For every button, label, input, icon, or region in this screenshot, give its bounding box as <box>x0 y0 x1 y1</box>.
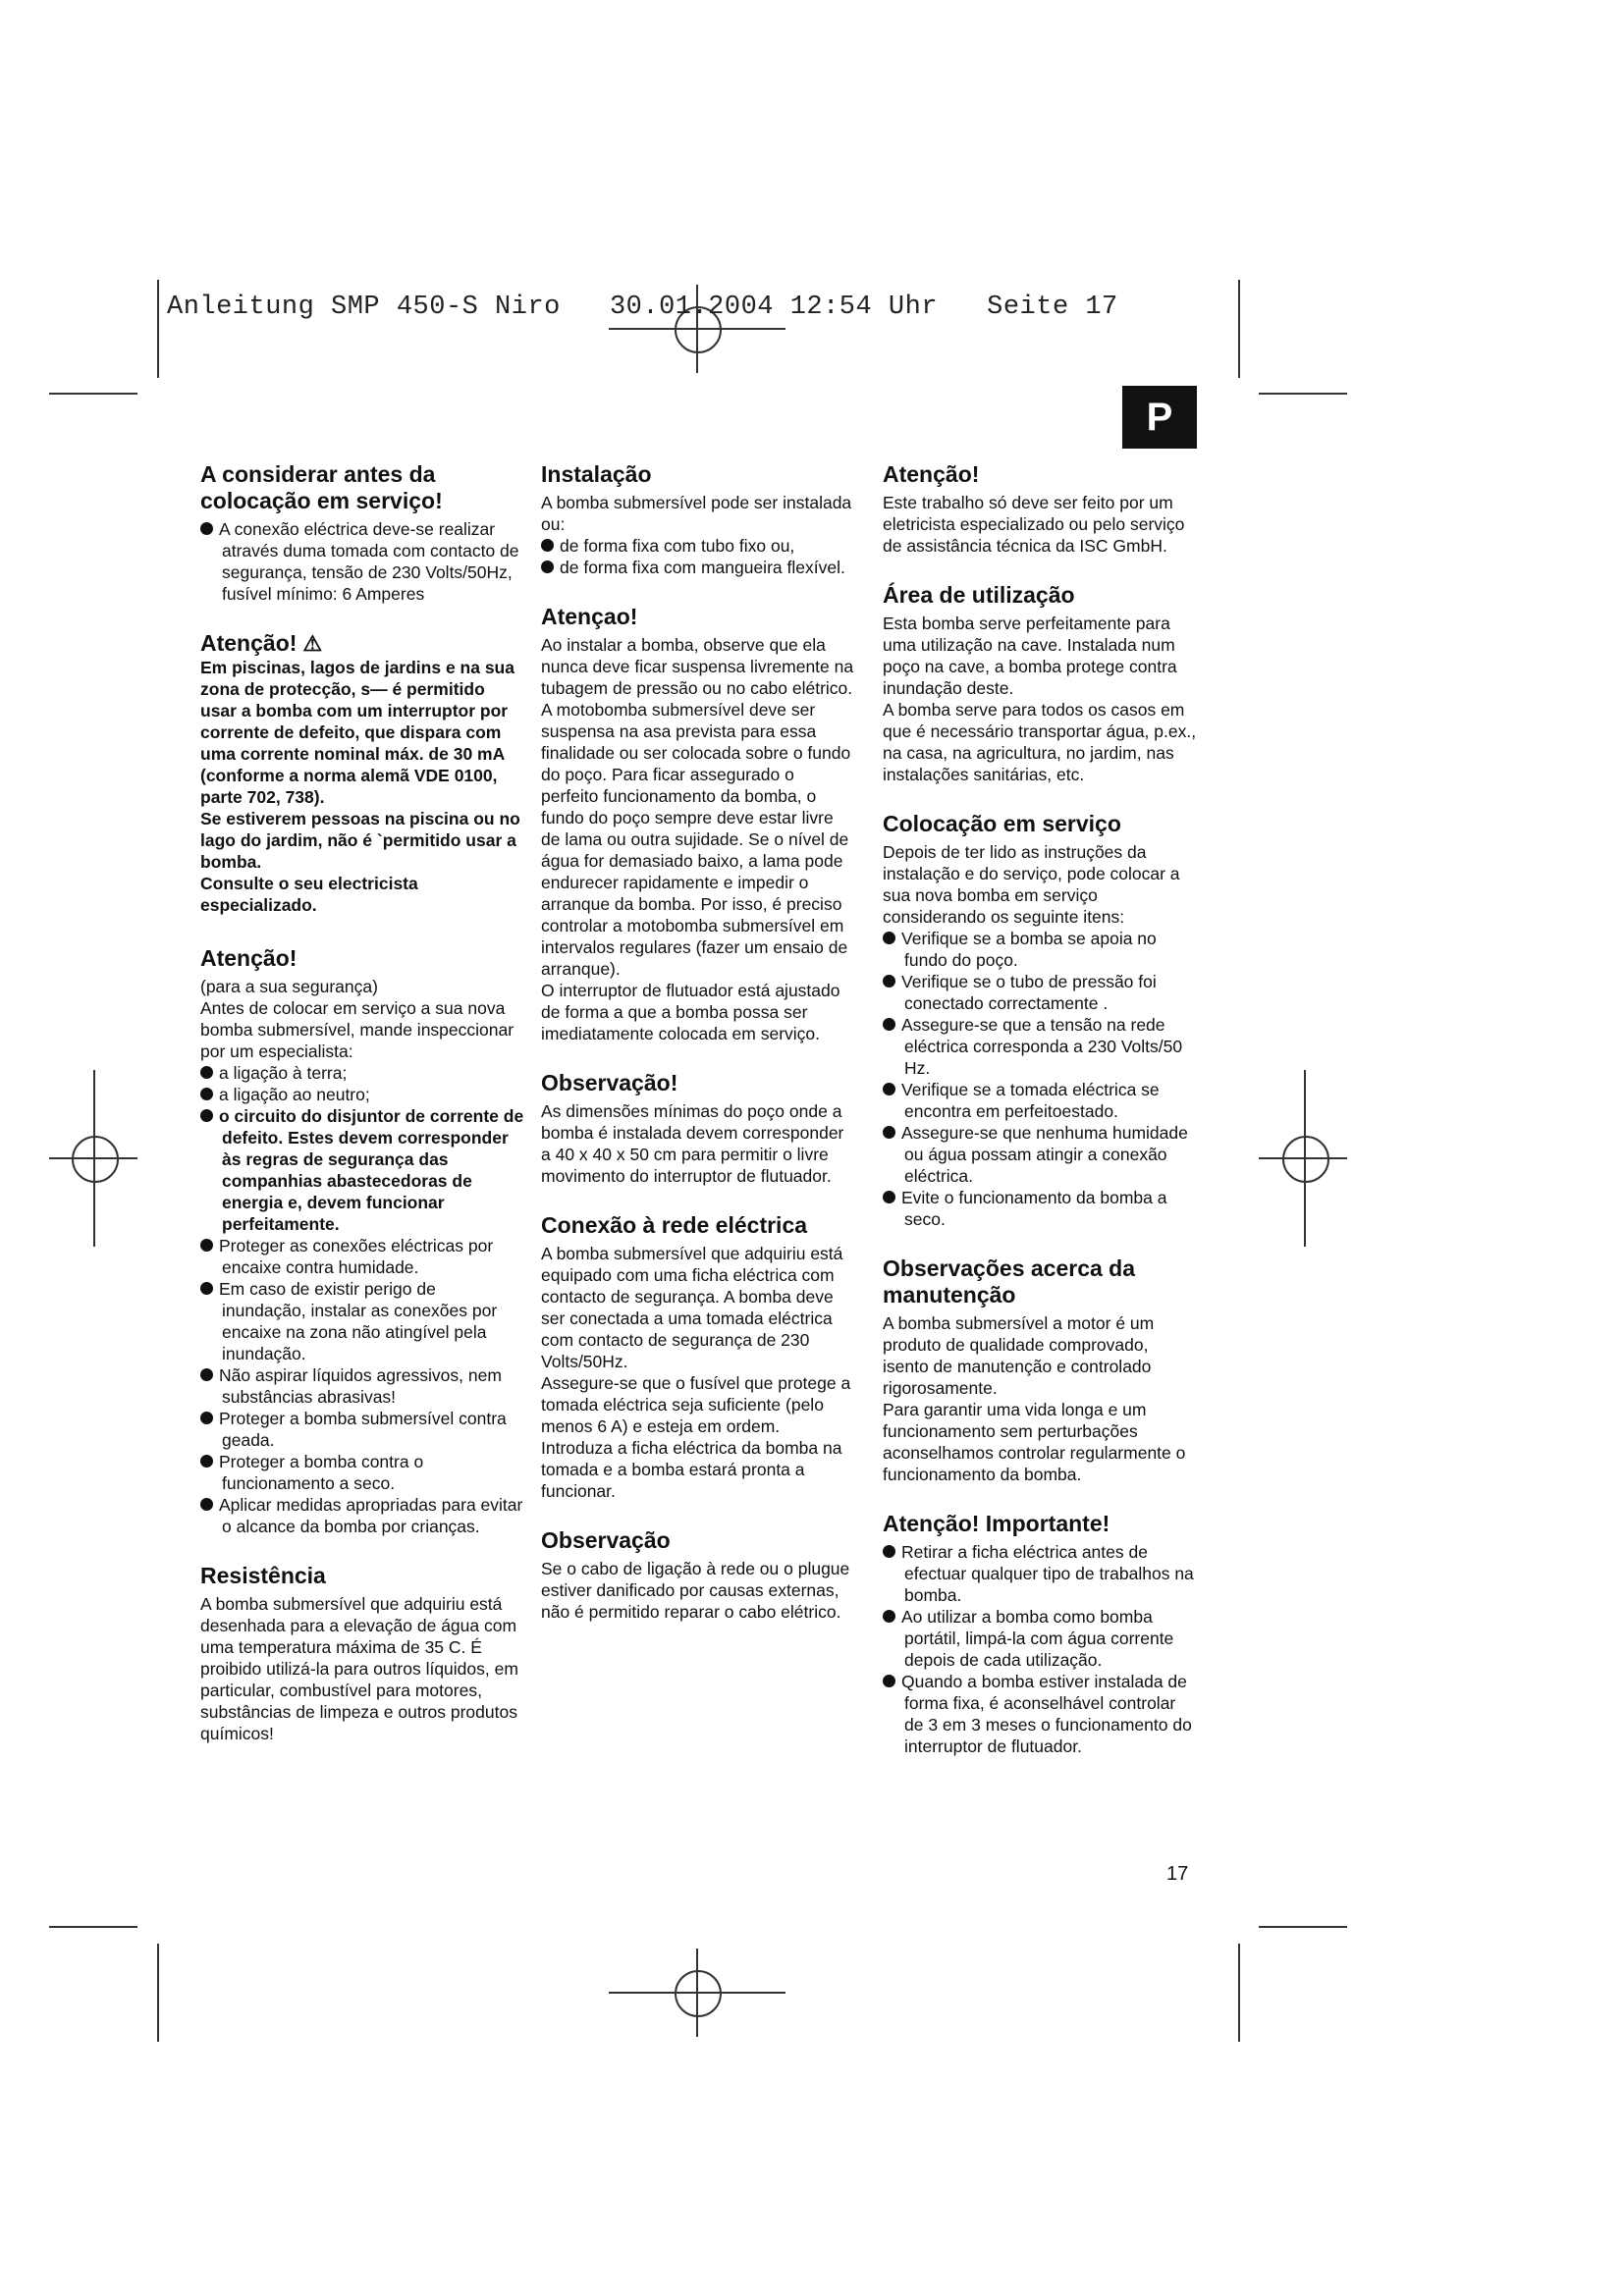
bullet-icon <box>883 1545 895 1558</box>
paragraph: Ao instalar a bomba, observe que ela nunca deve ficar suspensa livremente na tubagem de pressão ou no cabo elétrico. A motobomba submersível deve ser suspensa na asa prevista para essa finalidade ou ser colocada sobre o fundo do poço. Para ficar assegurado o perfeito funcionamento da bomba, o fundo do poço sempre deve estar livre de lama ou outra sujidade. Se o nível de água for demasiado baixo, a lama pode endurecer rapidamente e impedir o arranque da bomba. Por isso, é preciso controlar a motobomba submersível em intervalos regulares (fazer um ensaio de arranque). <box>541 635 854 979</box>
list-item-text: Evite o funcionamento da bomba a seco. <box>901 1188 1167 1229</box>
language-badge: P <box>1122 386 1197 449</box>
list-item <box>200 1278 524 1364</box>
paragraph: As dimensões mínimas do poço onde a bomba é instalada devem corresponder a 40 x 40 x 50 cm para permitir o livre movimento do interruptor de flutuador. <box>541 1101 844 1186</box>
section-title: Conexão à rede eléctrica <box>541 1212 808 1238</box>
section-title: Colocação em serviço <box>883 811 1121 836</box>
bullet-icon <box>541 539 554 552</box>
registration-mark <box>1304 1070 1306 1247</box>
crop-mark <box>1238 1944 1240 2042</box>
section-title-text: Atenção! <box>200 630 298 656</box>
registration-mark <box>1282 1136 1329 1183</box>
list-item-text: de forma fixa com mangueira flexível. <box>560 558 845 577</box>
column-1 <box>200 461 524 1770</box>
bullet-icon <box>883 1083 895 1095</box>
paragraph: A bomba submersível que adquiriu está equipado com uma ficha eléctrica com contacto de segurança. A bomba deve ser conectada a uma tomada eléctrica com contacto de segurança de 230 Volts/50Hz. <box>541 1244 843 1371</box>
bullet-icon <box>200 1282 213 1295</box>
section-before-use <box>200 461 524 605</box>
section-warning <box>200 630 524 916</box>
section-title: Atenção! <box>200 945 298 971</box>
list-item-text: o circuito do disjuntor de corrente de defeito. Estes devem corresponder às regras de segurança das companhias abastecedoras de energia e, devem funcionar perfeitamente. <box>219 1106 524 1234</box>
paragraph: Se estiverem pessoas na piscina ou no lago do jardim, não é `permitido usar a bomba. <box>200 809 520 872</box>
bullet-icon <box>883 1675 895 1687</box>
list-item <box>883 971 1197 1014</box>
list-item-text: Verifique se a tomada eléctrica se encontra em perfeitoestado. <box>901 1080 1160 1121</box>
section-attention-electrician <box>883 461 1197 557</box>
list-item <box>200 1408 524 1451</box>
list-item-text: Em caso de existir perigo de inundação, instalar as conexões por encaixe na zona não atingível pela inundação. <box>219 1279 498 1363</box>
bullet-icon <box>883 1126 895 1139</box>
bullet-list <box>883 1541 1197 1757</box>
section-maintenance <box>883 1255 1197 1485</box>
crop-mark <box>49 393 137 395</box>
warning-triangle-icon: ⚠ <box>302 631 323 656</box>
bullet-icon <box>200 1412 213 1424</box>
crop-mark <box>1238 280 1240 378</box>
list-item <box>200 1105 524 1235</box>
section-title: Observação! <box>541 1070 678 1095</box>
list-item <box>883 1541 1197 1606</box>
list-item <box>541 557 855 578</box>
bullet-icon <box>541 561 554 573</box>
paragraph: Depois de ter lido as instruções da instalação e do serviço, pode colocar a sua nova bomba em serviço considerando os seguinte itens: <box>883 842 1180 927</box>
section-mains-connection <box>541 1212 855 1502</box>
paragraph: Assegure-se que o fusível que protege a tomada eléctrica seja suficiente (pelo menos 6 A) e esteja em ordem. <box>541 1373 851 1436</box>
list-item <box>883 1014 1197 1079</box>
list-item <box>200 1451 524 1494</box>
list-item-text: Proteger as conexões eléctricas por encaixe contra humidade. <box>219 1236 494 1277</box>
list-item <box>200 1062 524 1084</box>
list-item-text: Retirar a ficha eléctrica antes de efectuar qualquer tipo de trabalhos na bomba. <box>901 1542 1194 1605</box>
paragraph: Este trabalho só deve ser feito por um eletricista especializado ou pelo serviço de assistância técnica da ISC GmbH. <box>883 493 1185 556</box>
page-number: 17 <box>1166 1863 1189 1885</box>
list-item <box>200 1364 524 1408</box>
paragraph: Em piscinas, lagos de jardins e na sua zona de protecção, s— é permitido usar a bomba com um interruptor por corrente de defeito, que dispara com uma corrente nominal máx. de 30 mA (conforme a norma alemã VDE 0100, parte 702, 738). <box>200 658 514 807</box>
section-title: Atençao! <box>541 604 638 629</box>
list-item <box>883 1606 1197 1671</box>
section-important <box>883 1511 1197 1757</box>
registration-mark <box>93 1070 95 1247</box>
list-item-text: Assegure-se que nenhuma humidade ou água possam atingir a conexão eléctrica. <box>901 1123 1188 1186</box>
paragraph: A bomba submersível pode ser instalada ou: <box>541 493 852 534</box>
crop-mark <box>1259 393 1347 395</box>
paragraph: A bomba submersível a motor é um produto de qualidade comprovado, isento de manutenção e controlado rigorosamente. <box>883 1313 1155 1398</box>
bullet-icon <box>200 1455 213 1468</box>
section-safety <box>200 945 524 1537</box>
paragraph: O interruptor de flutuador está ajustado de forma a que a bomba possa ser imediatamente colocada em serviço. <box>541 981 840 1043</box>
list-item-text: Proteger a bomba contra o funcionamento a seco. <box>219 1452 424 1493</box>
section-title: Resistência <box>200 1563 326 1588</box>
bullet-icon <box>200 1498 213 1511</box>
bullet-list <box>200 1062 524 1537</box>
list-item-text: Ao utilizar a bomba como bomba portátil, limpá-la com água corrente depois de cada utilização. <box>901 1607 1174 1670</box>
section-attention-installation <box>541 604 855 1044</box>
section-title: A considerar antes da colocação em serviço! <box>200 461 443 513</box>
list-item-text: A conexão eléctrica deve-se realizar através duma tomada com contacto de segurança, tensão de 230 Volts/50Hz, fusível mínimo: 6 Amperes <box>219 519 519 604</box>
list-item <box>541 535 855 557</box>
section-observation-dimensions <box>541 1070 855 1187</box>
section-observation-cable <box>541 1527 855 1623</box>
list-item-text: Assegure-se que a tensão na rede eléctrica corresponda a 230 Volts/50 Hz. <box>901 1015 1183 1078</box>
list-item <box>200 1235 524 1278</box>
column-3 <box>883 461 1197 1783</box>
section-title <box>200 630 524 657</box>
registration-mark <box>1259 1157 1347 1159</box>
bullet-icon <box>883 1191 895 1203</box>
bullet-icon <box>883 932 895 944</box>
section-title: Observação <box>541 1527 671 1553</box>
registration-mark <box>696 1949 698 2037</box>
crop-mark <box>49 1926 137 1928</box>
paragraph: Consulte o seu electricista especializado. <box>200 874 418 915</box>
bullet-icon <box>200 522 213 535</box>
bullet-icon <box>883 1018 895 1031</box>
list-item <box>883 1671 1197 1757</box>
section-title: Atenção! Importante! <box>883 1511 1110 1536</box>
crop-mark <box>157 1944 159 2042</box>
crop-mark <box>157 280 159 378</box>
paragraph: Antes de colocar em serviço a sua nova bomba submersível, mande inspeccionar por um especialista: <box>200 998 514 1061</box>
bullet-list <box>541 535 855 578</box>
list-item-text: a ligação ao neutro; <box>219 1085 370 1104</box>
list-item-text: Aplicar medidas apropriadas para evitar o alcance da bomba por crianças. <box>219 1495 523 1536</box>
list-item <box>200 518 524 605</box>
bullet-list <box>883 928 1197 1230</box>
paragraph: A bomba submersível que adquiriu está desenhada para a elevação de água com uma temperatura máxima de 35 C. É proibido utilizá-la para outros líquidos, em particular, combustível para motores, substâncias de limpeza e outros produtos químicos! <box>200 1594 518 1743</box>
list-item <box>200 1084 524 1105</box>
list-item-text: a ligação à terra; <box>219 1063 348 1083</box>
list-item <box>883 1187 1197 1230</box>
bullet-icon <box>883 975 895 988</box>
list-item <box>883 1122 1197 1187</box>
list-item-text: Verifique se o tubo de pressão foi conectado correctamente . <box>901 972 1157 1013</box>
list-item-text: Verifique se a bomba se apoia no fundo do poço. <box>901 929 1157 970</box>
section-commissioning <box>883 811 1197 1230</box>
bullet-icon <box>200 1109 213 1122</box>
paragraph: Introduza a ficha eléctrica da bomba na tomada e a bomba estará pronta a funcionar. <box>541 1438 842 1501</box>
column-2 <box>541 461 855 1648</box>
section-title: Área de utilização <box>883 582 1075 608</box>
bullet-icon <box>200 1368 213 1381</box>
registration-mark <box>72 1136 119 1183</box>
paragraph: Esta bomba serve perfeitamente para uma utilização na cave. Instalada num poço na cave, a bomba protege contra inundação deste. <box>883 614 1177 698</box>
list-item <box>200 1494 524 1537</box>
list-item-text: de forma fixa com tubo fixo ou, <box>560 536 795 556</box>
section-resistance <box>200 1563 524 1744</box>
section-installation <box>541 461 855 578</box>
list-item-text: Não aspirar líquidos agressivos, nem substâncias abrasivas! <box>219 1365 502 1407</box>
list-item-text: Proteger a bomba submersível contra geada. <box>219 1409 507 1450</box>
list-item-text: Quando a bomba estiver instalada de forma fixa, é aconselhável controlar de 3 em 3 meses o funcionamento do interruptor de flutuador. <box>901 1672 1192 1756</box>
list-item <box>883 1079 1197 1122</box>
bullet-icon <box>200 1066 213 1079</box>
print-slug: Anleitung SMP 450-S Niro 30.01.2004 12:54 Uhr Seite 17 <box>167 293 1118 322</box>
section-title: Atenção! <box>883 461 980 487</box>
paragraph: (para a sua segurança) <box>200 977 378 996</box>
section-title: Observações acerca da manutenção <box>883 1255 1136 1308</box>
list-item <box>883 928 1197 971</box>
paragraph: Para garantir uma vida longa e um funcionamento sem perturbações aconselhamos controlar regularmente o funcionamento da bomba. <box>883 1400 1186 1484</box>
registration-mark <box>675 1970 722 2017</box>
bullet-list <box>200 518 524 605</box>
bullet-icon <box>883 1610 895 1623</box>
section-title: Instalação <box>541 461 652 487</box>
bullet-icon <box>200 1239 213 1252</box>
section-area-of-use <box>883 582 1197 785</box>
paragraph: A bomba serve para todos os casos em que é necessário transportar água, p.ex., na casa, na agricultura, no jardim, nas instalações sanitárias, etc. <box>883 700 1197 784</box>
paragraph: Se o cabo de ligação à rede ou o plugue estiver danificado por causas externas, não é permitido reparar o cabo elétrico. <box>541 1559 850 1622</box>
bullet-icon <box>200 1088 213 1100</box>
crop-mark <box>1259 1926 1347 1928</box>
